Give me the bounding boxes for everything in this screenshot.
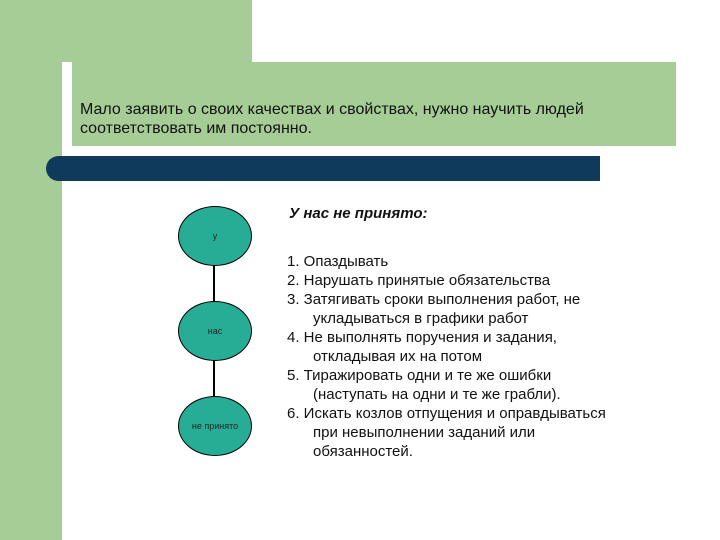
diagram-node (178, 206, 252, 266)
top-decor-block (0, 0, 252, 62)
node-label: у (212, 231, 218, 241)
list-item (287, 404, 697, 461)
node-diagram (170, 200, 270, 460)
header-box (72, 62, 676, 146)
list-title: У нас не принято: (289, 205, 428, 222)
node-label: нас (207, 326, 223, 336)
rules-list (287, 252, 697, 461)
list-item-text: 4. Не выполнять поручения и задания, (287, 329, 557, 346)
left-decor-bar (0, 0, 62, 540)
diagram-node (178, 396, 252, 456)
node-label: не принято (191, 421, 239, 431)
list-item (287, 271, 697, 290)
header-text: Мало заявить о своих качествах и свойствах, нужно научить людей соответствовать им постоянно. (80, 101, 584, 137)
list-item-continuation: (наступать на одни и те же грабли). (313, 386, 561, 403)
list-item-continuation: при невыполнении заданий или (313, 424, 536, 441)
list-item-continuation: откладывая их на потом (313, 348, 483, 365)
list-item-text: 6. Искать козлов отпущения и оправдываться (287, 405, 606, 422)
list-item-continuation: обязанностей. (313, 443, 413, 460)
list-item-text: 3. Затягивать сроки выполнения работ, не (287, 291, 581, 308)
list-item (287, 252, 697, 271)
list-item-text: 5. Тиражировать одни и те же ошибки (287, 367, 552, 384)
diagram-node (178, 301, 252, 361)
list-item (287, 328, 697, 366)
divider-bar (46, 156, 600, 181)
list-item-text: 2. Нарушать принятые обязательства (287, 272, 551, 289)
list-item-text: 1. Опаздывать (287, 253, 389, 270)
list-item (287, 290, 697, 328)
list-item-continuation: укладываться в графики работ (313, 310, 529, 327)
list-item (287, 366, 697, 404)
